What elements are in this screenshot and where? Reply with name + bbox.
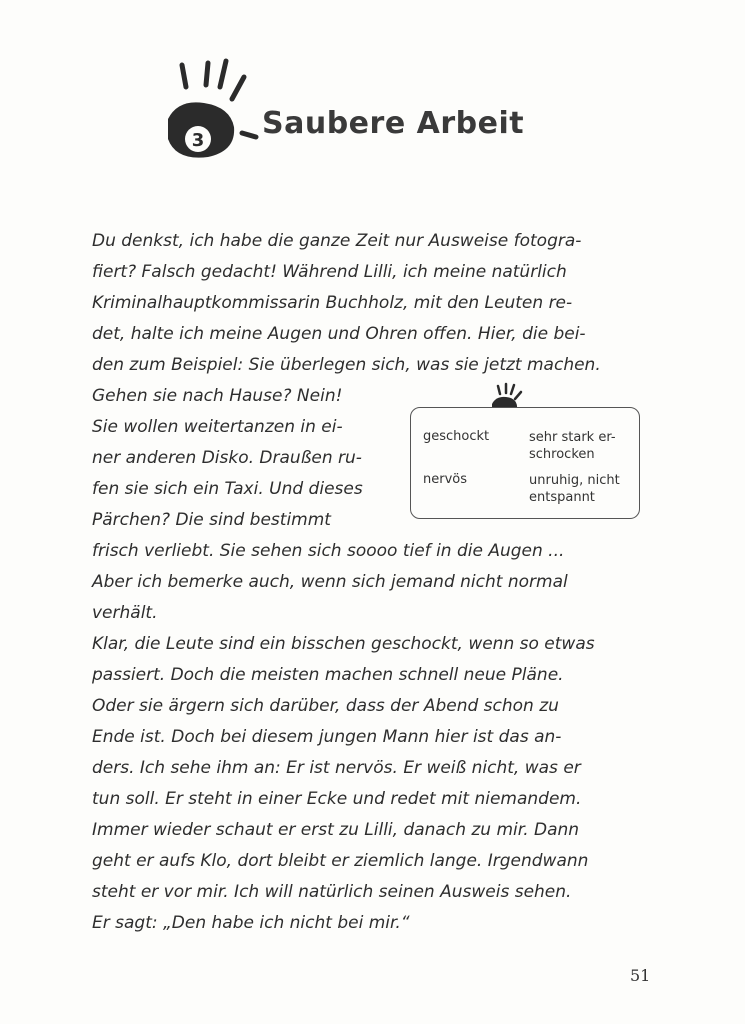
- glossary-box: [410, 407, 640, 519]
- glossary-definition: entspannt: [529, 490, 595, 505]
- text-line: verhält.: [92, 603, 158, 623]
- text-line: Pärchen? Die sind bestimmt: [92, 510, 331, 530]
- text-line: Kriminalhauptkommissarin Buchholz, mit den Leuten re-: [92, 293, 573, 313]
- glossary-definition: unruhig, nicht: [529, 473, 620, 488]
- glossary-definition: schrocken: [529, 447, 595, 462]
- text-line: ders. Ich sehe ihm an: Er ist nervös. Er weiß nicht, was er: [92, 758, 581, 778]
- text-line: Sie wollen weitertanzen in ei-: [92, 417, 343, 437]
- text-line: Gehen sie nach Hause? Nein!: [92, 386, 343, 406]
- text-line: geht er aufs Klo, dort bleibt er ziemlich lange. Irgendwann: [92, 851, 589, 871]
- handprint-icon: [160, 55, 270, 175]
- text-line: Immer wieder schaut er erst zu Lilli, danach zu mir. Dann: [92, 820, 580, 840]
- glossary-term: nervös: [423, 472, 468, 487]
- text-line: Aber ich bemerke auch, wenn sich jemand nicht normal: [92, 572, 568, 592]
- text-line: Oder sie ärgern sich darüber, dass der Abend schon zu: [92, 696, 559, 716]
- text-line: frisch verliebt. Sie sehen sich soooo tief in die Augen ...: [92, 541, 565, 561]
- text-line: Klar, die Leute sind ein bisschen geschockt, wenn so etwas: [92, 634, 595, 654]
- text-line: Ende ist. Doch bei diesem jungen Mann hier ist das an-: [92, 727, 562, 747]
- chapter-title: Saubere Arbeit: [262, 106, 525, 141]
- text-line: ner anderen Disko. Draußen ru-: [92, 448, 362, 468]
- text-line: passiert. Doch die meisten machen schnell neue Pläne.: [92, 665, 564, 685]
- text-line: tun soll. Er steht in einer Ecke und redet mit niemandem.: [92, 789, 582, 809]
- text-line: Er sagt: „Den habe ich nicht bei mir.“: [92, 913, 410, 933]
- text-line: steht er vor mir. Ich will natürlich seinen Ausweis sehen.: [92, 882, 572, 902]
- page-number: 51: [630, 966, 651, 985]
- text-line: Du denkst, ich habe die ganze Zeit nur Ausweise fotogra-: [92, 231, 582, 251]
- glossary-definition: sehr stark er-: [529, 430, 616, 445]
- text-line: fiert? Falsch gedacht! Während Lilli, ich meine natürlich: [92, 262, 567, 282]
- text-line: det, halte ich meine Augen und Ohren offen. Hier, die bei-: [92, 324, 586, 344]
- glossary-term: geschockt: [423, 429, 490, 444]
- text-line: den zum Beispiel: Sie überlegen sich, was sie jetzt machen.: [92, 355, 601, 375]
- text-line: fen sie sich ein Taxi. Und dieses: [92, 479, 363, 499]
- chapter-number: 3: [191, 130, 205, 151]
